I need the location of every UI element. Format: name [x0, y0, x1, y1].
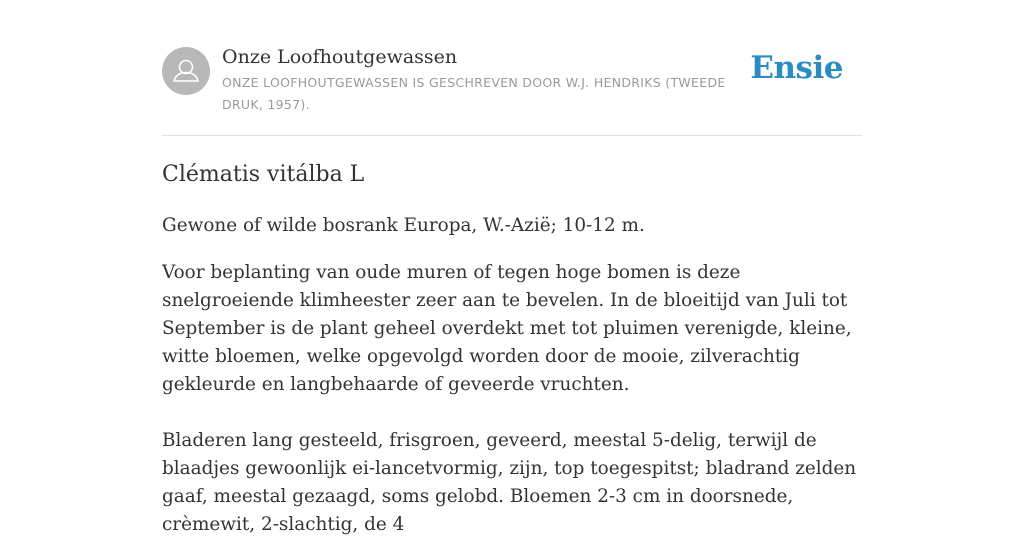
- source-header: [162, 0, 862, 136]
- source-title[interactable]: Onze Loofhoutgewassen: [222, 46, 458, 68]
- user-icon: [162, 47, 210, 95]
- article-paragraph: Bladeren lang gesteeld, frisgroen, geveerd, meestal 5-delig, terwijl de blaadjes gewoonlijk ei-lancetvormig, zijn, top toegespitst; bladrand zelden gaaf, meestal gezaagd, soms gelobd. Bloemen 2-3 cm in doorsnede, crèmewit, 2-slachtig, de 4: [162, 430, 857, 535]
- source-description: ONZE LOOFHOUTGEWASSEN IS GESCHREVEN DOOR W.J. HENDRIKS (TWEEDE DRUK, 1957).: [222, 75, 726, 112]
- article-title: Clématis vitálba L: [162, 162, 365, 187]
- ensie-logo[interactable]: Ensie: [750, 50, 843, 86]
- page-container: [162, 0, 862, 539]
- article-subtitle: Gewone of wilde bosrank Europa, W.-Azië; 10-12 m.: [162, 215, 645, 236]
- article-paragraph: Voor beplanting van oude muren of tegen hoge bomen is deze snelgroeiende klimheester zeer aan te bevelen. In de bloeitijd van Juli tot September is de plant geheel overdekt met tot pluimen verenigde, kleine, witte bloemen, welke opgevolgd worden door de mooie, zilverachtig gekleurde en langbehaarde of geveerde vruchten.: [162, 262, 852, 395]
